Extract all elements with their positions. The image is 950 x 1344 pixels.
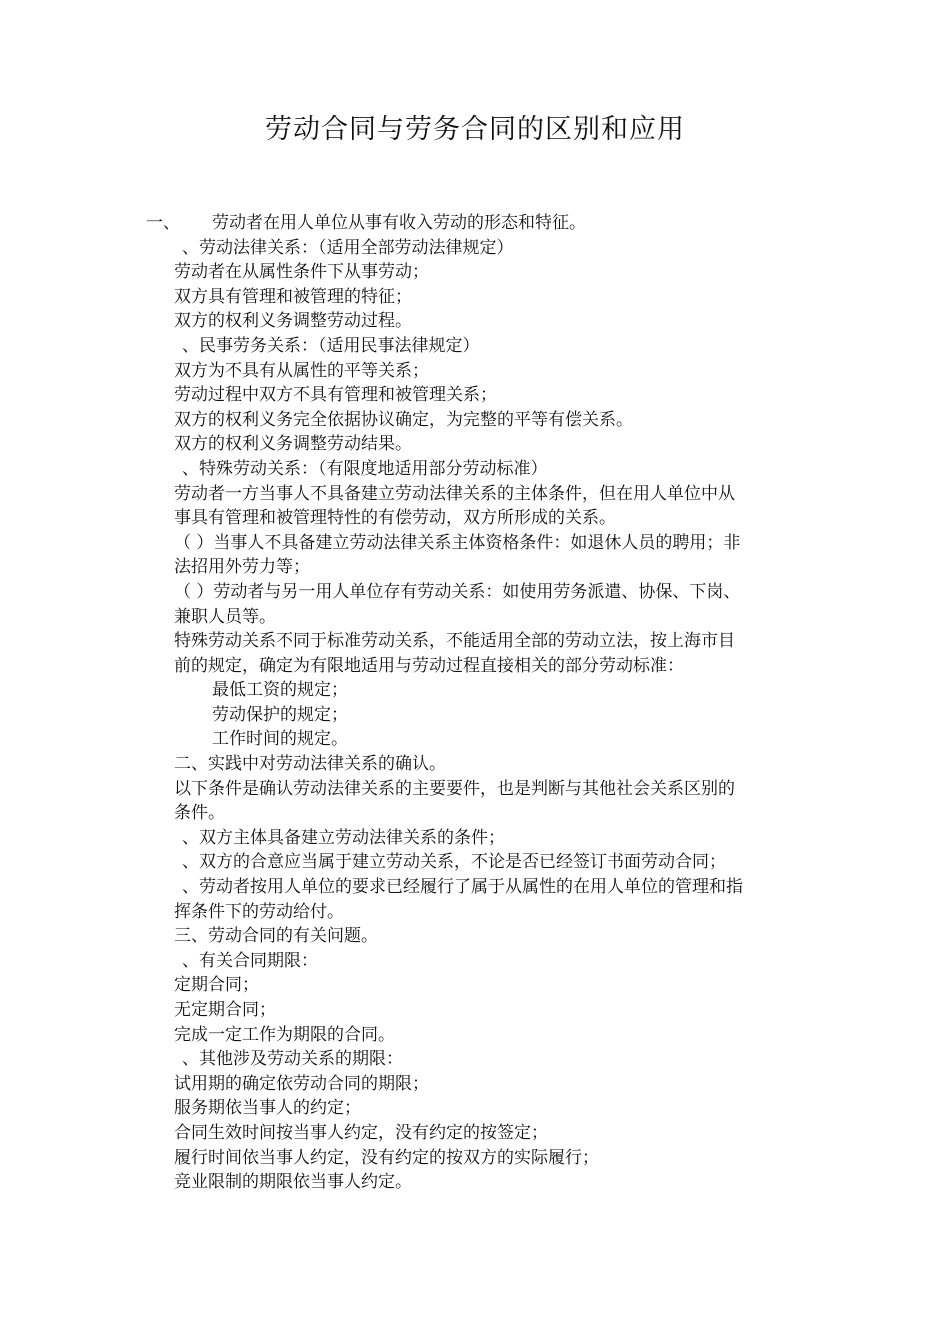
paragraph-line: 事具有管理和被管理特性的有偿劳动，双方所形成的关系。 bbox=[174, 508, 616, 529]
paragraph-line: 履行时间依当事人约定，没有约定的按双方的实际履行； bbox=[174, 1147, 599, 1168]
list-item: 工作时间的规定。 bbox=[212, 729, 348, 750]
paragraph-line: 以下条件是确认劳动法律关系的主要要件，也是判断与其他社会关系区别的 bbox=[174, 778, 735, 799]
paragraph-line: 兼职人员等。 bbox=[174, 606, 276, 627]
paragraph-line: 双方的权利义务完全依据协议确定，为完整的平等有偿关系。 bbox=[174, 409, 633, 430]
subheading-special-relation: 、特殊劳动关系：（有限度地适用部分劳动标准） bbox=[182, 458, 548, 479]
paragraph-line: 试用期的确定依劳动合同的期限； bbox=[174, 1073, 429, 1094]
paragraph-line: 无定期合同； bbox=[174, 1000, 276, 1020]
list-item: 劳动保护的规定； bbox=[212, 704, 348, 725]
paragraph-line: 挥条件下的劳动给付。 bbox=[174, 901, 344, 922]
section-heading-3: 三、劳动合同的有关问题。 bbox=[174, 926, 378, 947]
paragraph-line: （ ）劳动者与另一用人单位存有劳动关系：如使用劳务派遣、协保、下岗、 bbox=[174, 581, 741, 602]
paragraph-line: 劳动者一方当事人不具备建立劳动法律关系的主体条件，但在用人单位中从 bbox=[174, 483, 735, 504]
list-item: 最低工资的规定； bbox=[212, 680, 348, 701]
paragraph-line: 劳动过程中双方不具有管理和被管理关系； bbox=[174, 385, 497, 406]
paragraph-line: 前的规定，确定为有限地适用与劳动过程直接相关的部分劳动标准： bbox=[174, 655, 684, 676]
paragraph-line: 双方为不具有从属性的平等关系； bbox=[174, 360, 429, 381]
paragraph-line: 特殊劳动关系不同于标准劳动关系，不能适用全部的劳动立法，按上海市目 bbox=[174, 631, 735, 652]
section-heading-text: 劳动者在用人单位从事有收入劳动的形态和特征。 bbox=[212, 213, 586, 233]
section-heading-2: 二、实践中对劳动法律关系的确认。 bbox=[174, 754, 446, 775]
document-title: 劳动合同与劳务合同的区别和应用 bbox=[265, 114, 685, 145]
paragraph-line: 双方的权利义务调整劳动结果。 bbox=[174, 434, 412, 455]
paragraph-line: 条件。 bbox=[174, 803, 225, 824]
paragraph-line: 双方的权利义务调整劳动过程。 bbox=[174, 311, 412, 332]
section-heading-1 bbox=[0, 211, 950, 236]
paragraph-line: （ ）当事人不具备建立劳动法律关系主体资格条件：如退休人员的聘用；非 bbox=[174, 532, 741, 553]
document-body bbox=[0, 211, 950, 1195]
list-item: 、双方主体具备建立劳动法律关系的条件； bbox=[182, 827, 505, 848]
subheading-contract-term: 、有关合同期限： bbox=[182, 950, 318, 971]
list-item: 、双方的合意应当属于建立劳动关系，不论是否已经签订书面劳动合同； bbox=[182, 852, 726, 873]
paragraph-line: 法招用外劳力等； bbox=[174, 557, 310, 578]
subheading-labor-relation: 、劳动法律关系：（适用全部劳动法律规定） bbox=[182, 237, 514, 258]
paragraph-line: 定期合同； bbox=[174, 975, 259, 996]
subheading-civil-relation: 、民事劳务关系：（适用民事法律规定） bbox=[182, 335, 480, 356]
paragraph-line: 双方具有管理和被管理的特征； bbox=[174, 286, 412, 307]
paragraph-line: 服务期依当事人的约定； bbox=[174, 1098, 361, 1119]
section-number: 一、 bbox=[146, 213, 180, 233]
paragraph-line: 劳动者在从属性条件下从事劳动； bbox=[174, 262, 429, 283]
subheading-other-terms: 、其他涉及劳动关系的期限： bbox=[182, 1049, 403, 1070]
paragraph-line: 合同生效时间按当事人约定，没有约定的按签定； bbox=[174, 1122, 548, 1143]
paragraph-line: 竞业限制的期限依当事人约定。 bbox=[174, 1172, 412, 1193]
paragraph-line: 完成一定工作为期限的合同。 bbox=[174, 1024, 395, 1045]
list-item: 、劳动者按用人单位的要求已经履行了属于从属性的在用人单位的管理和指 bbox=[182, 877, 743, 898]
